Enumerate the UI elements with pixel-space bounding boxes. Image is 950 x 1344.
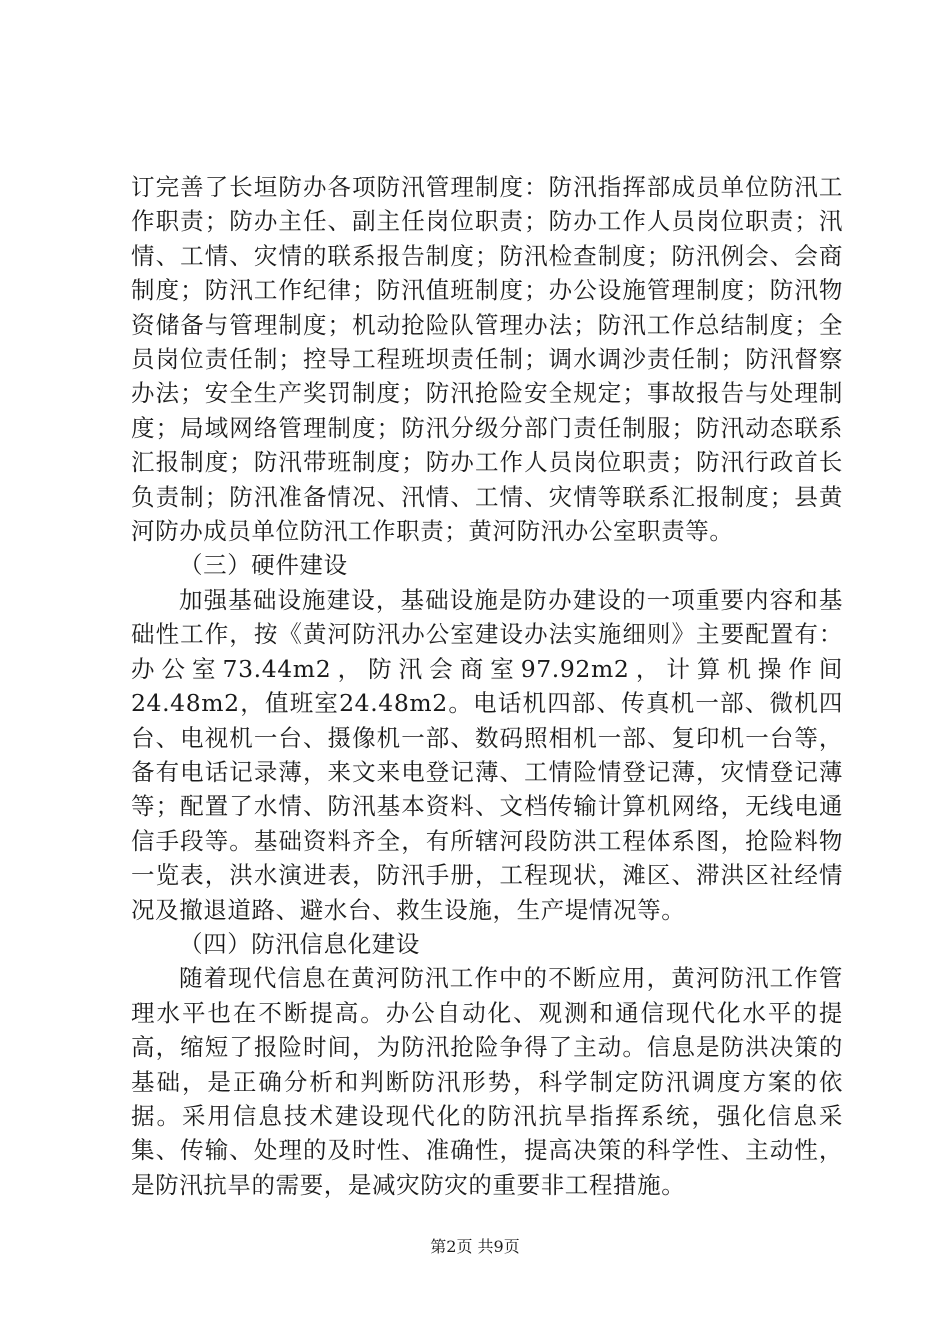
paragraph-hardware: 加强基础设施建设，基础设施是防办建设的一项重要内容和基础性工作，按《黄河防汛办公室建设办法实施细则》主要配置有：办公室73.44m2，防汛会商室97.92m2，计算机操作间24.48m2，值班室24.48m2。电话机四部、传真机一部、微机四台、电视机一台、摄像机一部、数码照相机一部、复印机一台等，备有电话记录薄，来文来电登记薄、工情险情登记薄，灾情登记薄等；配置了水情、防汛基本资料、文档传输计算机网络，无线电通信手段等。基础资料齐全，有所辖河段防洪工程体系图，抢险料物一览表，洪水演进表，防汛手册，工程现状，滩区、滞洪区社经情况及撤退道路、避水台、救生设施，生产堤情况等。 (131, 585, 843, 924)
paragraph-regulations-list: 订完善了长垣防办各项防汛管理制度：防汛指挥部成员单位防汛工作职责；防办主任、副主任岗位职责；防办工作人员岗位职责；汛情、工情、灾情的联系报告制度；防汛检查制度；防汛例会、会商制度；防汛工作纪律；防汛值班制度；办公设施管理制度；防汛物资储备与管理制度；机动抢险队管理办法；防汛工作总结制度；全员岗位责任制；控导工程班坝责任制；调水调沙责任制；防汛督察办法；安全生产奖罚制度；防汛抢险安全规定；事故报告与处理制度；局域网络管理制度；防汛分级分部门责任制服；防汛动态联系汇报制度；防汛带班制度；防办工作人员岗位职责；防汛行政首长负责制；防汛准备情况、汛情、工情、灾情等联系汇报制度；县黄河防办成员单位防汛工作职责；黄河防汛办公室职责等。 (131, 173, 843, 546)
section-heading-hardware: （三）硬件建设 (179, 551, 348, 580)
page-number-footer: 第2页 共9页 (430, 1237, 520, 1256)
document-body (131, 170, 843, 1202)
section-heading-informatization: （四）防汛信息化建设 (179, 929, 420, 958)
paragraph-informatization: 随着现代信息在黄河防汛工作中的不断应用，黄河防汛工作管理水平也在不断提高。办公自动化、观测和通信现代化水平的提高，缩短了报险时间，为防汛抢险争得了主动。信息是防洪决策的基础，是正确分析和判断防汛形势，科学制定防汛调度方案的依据。采用信息技术建设现代化的防汛抗旱指挥系统，强化信息采集、传输、处理的及时性、准确性，提高决策的科学性、主动性，是防汛抗旱的需要，是减灾防灾的重要非工程措施。 (131, 964, 843, 1199)
